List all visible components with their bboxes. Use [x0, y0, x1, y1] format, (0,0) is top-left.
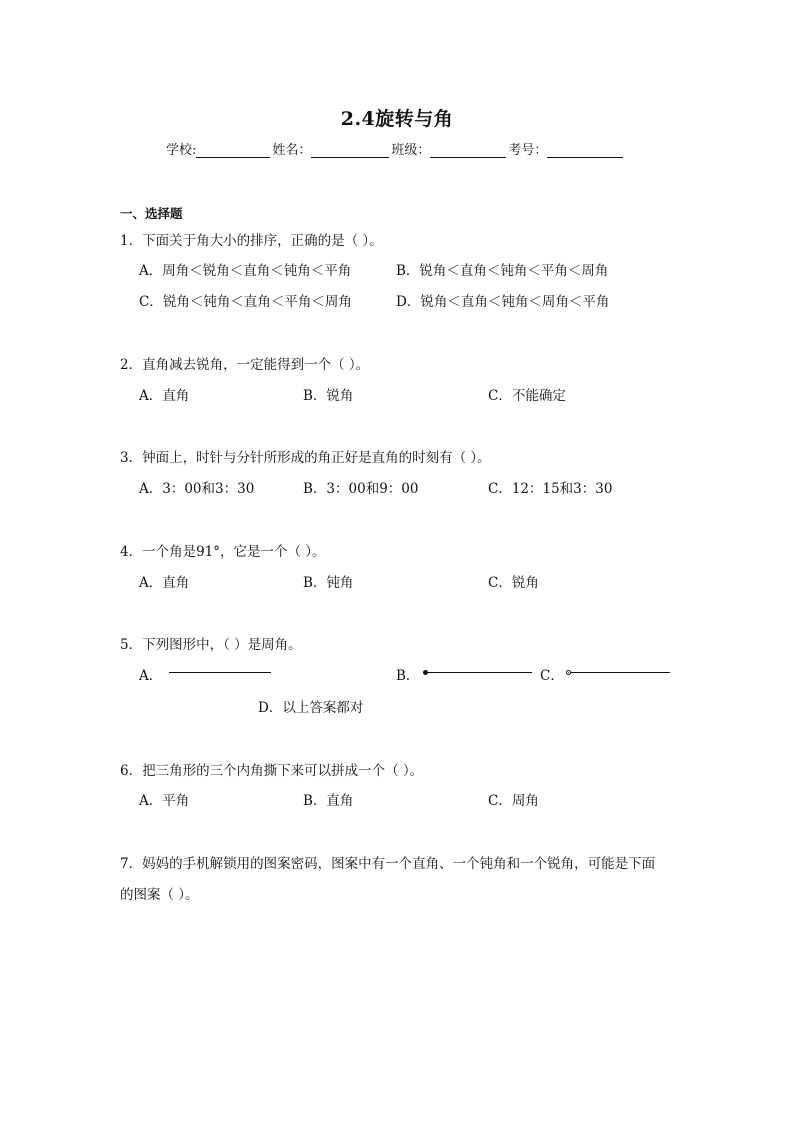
- question-7-stem-line-1: 7．妈妈的手机解锁用的图案密码，图案中有一个直角、一个钝角和一个锐角，可能是下面: [120, 856, 656, 872]
- q6-option-a[interactable]: A．平角: [139, 793, 190, 809]
- q1-option-c[interactable]: C．锐角＜钝角＜直角＜平角＜周角: [139, 294, 352, 310]
- question-5-stem: 5．下列图形中，（ ）是周角。: [120, 637, 302, 653]
- q1-option-a[interactable]: A．周角＜锐角＜直角＜钝角＜平角: [139, 263, 352, 279]
- question-7-stem-line-2: 的图案（ ）。: [120, 887, 199, 903]
- class-blank[interactable]: [430, 143, 506, 158]
- q6-option-c[interactable]: C．周角: [488, 793, 539, 809]
- section-heading: 一、选择题: [120, 206, 183, 221]
- q4-option-c[interactable]: C．锐角: [488, 575, 539, 591]
- question-3-stem: 3．钟面上，时针与分针所形成的角正好是直角的时刻有（ ）。: [120, 450, 491, 466]
- student-info-line: [166, 139, 625, 158]
- name-blank[interactable]: [311, 143, 389, 158]
- q5-b-ray-figure: [426, 672, 532, 673]
- q6-option-b[interactable]: B．直角: [303, 793, 354, 809]
- q2-option-c[interactable]: C．不能确定: [488, 388, 566, 404]
- school-blank[interactable]: [196, 143, 270, 158]
- question-4-stem: 4．一个角是91°，它是一个（ ）。: [120, 544, 326, 560]
- question-1-stem: 1．下面关于角大小的排序，正确的是（ ）。: [120, 233, 383, 249]
- q1-option-b[interactable]: B．锐角＜直角＜钝角＜平角＜周角: [396, 263, 609, 279]
- q2-option-a[interactable]: A．直角: [139, 388, 190, 404]
- exam-no-blank[interactable]: [547, 143, 623, 158]
- q1-option-d[interactable]: D．锐角＜直角＜钝角＜周角＜平角: [396, 294, 610, 310]
- q5-a-line-figure: [169, 672, 271, 673]
- q4-option-a[interactable]: A．直角: [139, 575, 190, 591]
- exam-no-label: 考号：: [508, 143, 548, 158]
- q5-option-b[interactable]: B．: [396, 668, 420, 684]
- q3-option-c[interactable]: C．12：15和3：30: [488, 481, 613, 497]
- q2-option-b[interactable]: B．锐角: [303, 388, 354, 404]
- q5-option-a[interactable]: A．: [139, 668, 163, 684]
- q3-option-a[interactable]: A．3：00和3：30: [139, 481, 255, 497]
- page-title: 2.4旋转与角: [340, 108, 454, 130]
- q5-option-d[interactable]: D．以上答案都对: [258, 700, 364, 716]
- q5-c-ray-figure: [571, 672, 670, 673]
- name-label: 姓名：: [272, 143, 312, 158]
- question-2-stem: 2．直角减去锐角，一定能得到一个（ ）。: [120, 357, 370, 373]
- class-label: 班级：: [391, 143, 431, 158]
- question-6-stem: 6．把三角形的三个内角撕下来可以拼成一个（ ）。: [120, 763, 424, 779]
- school-label: 学校:: [166, 143, 197, 158]
- q3-option-b[interactable]: B．3：00和9：00: [303, 481, 419, 497]
- q4-option-b[interactable]: B．钝角: [303, 575, 354, 591]
- q5-option-c[interactable]: C．: [540, 668, 564, 684]
